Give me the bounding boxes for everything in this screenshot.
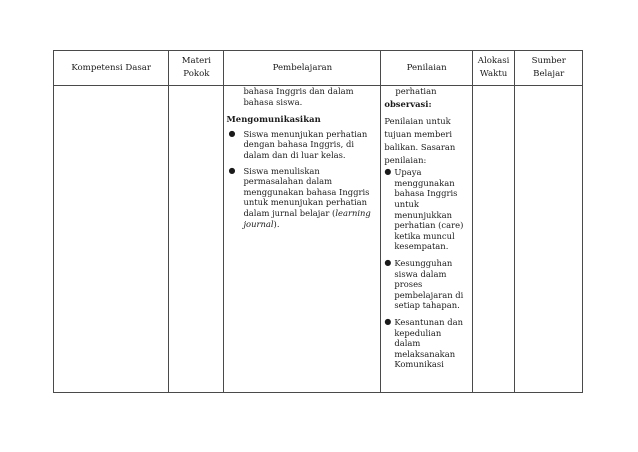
pembelajaran-heading: Mengomunikasikan: [226, 114, 321, 125]
header-penilaian: Penilaian: [381, 51, 472, 86]
content-row: [54, 86, 583, 393]
penilaian-bullet-2: Kesungguhan siswa dalam proses pembelajaran di setiap tahapan.: [394, 257, 464, 311]
italic-term: learning journal: [243, 207, 371, 229]
penilaian-continuation: perhatian: [395, 86, 437, 96]
pembelajaran-continuation: [226, 86, 374, 107]
header-sumber-belajar: [515, 51, 583, 86]
header-alokasi-line2: Waktu: [479, 69, 508, 79]
cell-penilaian: [381, 86, 472, 393]
cell-materi-pokok: [169, 86, 224, 393]
bullet-icon: ●: [384, 316, 392, 326]
header-row: [54, 51, 583, 86]
cell-sumber-belajar: [515, 86, 583, 393]
bullet-icon: ●: [228, 165, 236, 175]
header-alokasi-line1: Alokasi: [477, 56, 510, 67]
list-item: [384, 258, 468, 311]
header-materi-pokok: Materi Pokok: [169, 51, 224, 86]
header-alokasi-waktu: [472, 51, 515, 86]
penilaian-list: [384, 167, 468, 370]
pembelajaran-bullet-1: Siswa menunjukan perhatian dengan bahasa Inggris, di dalam dan di luar kelas.: [243, 128, 368, 160]
header-pembelajaran: Pembelajaran: [224, 51, 381, 86]
pembelajaran-list: [226, 129, 374, 229]
pembelajaran-bullet-2-end: ).: [273, 218, 280, 229]
pembelajaran-continuation-line2: bahasa siswa.: [243, 96, 303, 107]
list-item: [226, 166, 374, 230]
header-sumber-line1: Sumber: [531, 56, 566, 67]
pembelajaran-continuation-line1: bahasa Inggris dan dalam: [243, 86, 354, 96]
header-kompetensi-dasar: Kompetensi Dasar: [54, 51, 169, 86]
list-item: [384, 167, 468, 252]
syllabus-table: [53, 50, 583, 393]
list-item: [384, 317, 468, 370]
bullet-icon: ●: [384, 167, 392, 177]
penilaian-bullet-3: Kesantunan dan kepedulian dalam melaksanakan Komunikasi: [394, 316, 463, 370]
penilaian-paragraph: Penilaian untuk tujuan memberi balikan. Sasaran penilaian:: [384, 116, 456, 166]
pembelajaran-bullet-2: Siswa menuliskan permasalahan dalam menggunakan bahasa Inggris untuk menunjukan perhatian dalam jurnal belajar (: [243, 165, 370, 218]
bullet-icon: ●: [384, 257, 392, 267]
cell-alokasi-waktu: [472, 86, 515, 393]
bullet-icon: ●: [228, 128, 236, 138]
cell-kompetensi-dasar: [54, 86, 169, 393]
penilaian-label: observasi:: [384, 98, 432, 109]
cell-pembelajaran: [224, 86, 381, 393]
header-sumber-line2: Belajar: [533, 69, 565, 79]
penilaian-bullet-1: Upaya menggunakan bahasa Inggris untuk menunjukkan perhatian (care) ketika muncul kesempatan.: [394, 167, 464, 252]
list-item: [226, 129, 374, 161]
